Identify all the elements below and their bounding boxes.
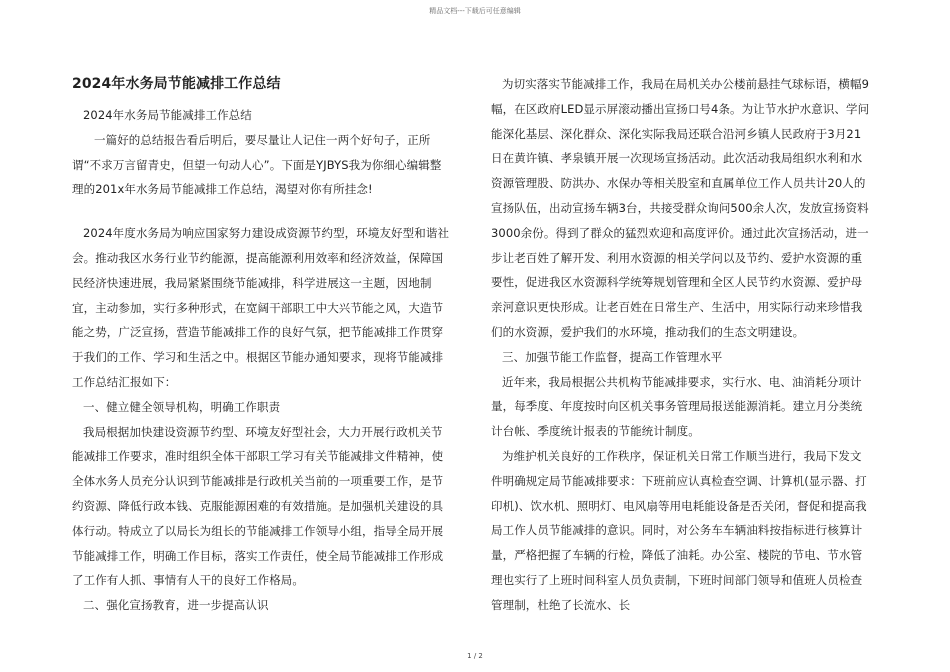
body-paragraph: 为切实落实节能减排工作，我局在局机关办公楼前悬挂气球标语，横幅9幅，在区政府LED显示屏滚动播出宣扬口号4条。为让节水护水意识、学问能深化基层、深化群众、深化实际我局还联合沿河乡镇人民政府于3月21日在黄许镇、孝泉镇开展一次现场宣扬活动。此次活动我局组织水利和水资源管理股、防洪办、水保办等相关股室和直属单位工作人员共计20人的宣扬队伍，出动宣扬车辆3台，共接受群众询问500余人次，发放宣扬资料3000余份。得到了群众的猛烈欢迎和高度评价。通过此次宣扬活动，进一步让老百姓了解开发、利用水资源的相关学问以及节约、爱护水资源的重要性，促进我区水资源科学统筹规划管理和全区人民节约水资源、爱护母亲河意识更快形成。让老百姓在日常生产、生活中，用实际行动来珍惜我们的水资源，爱护我们的水环境，推动我们的生态文明建设。 xyxy=(491,77,870,339)
section-heading-1: 一、健立健全领导机构，明确工作职责 xyxy=(83,399,281,414)
body-paragraph: 我局根据加快建设资源节约型、环境友好型社会，大力开展行政机关节能减排工作要求，准时组织全体干部职工学习有关节能减排文件精神，使全体水务人员充分认识到节能减排是行政机关当前的一项重要工作，是节约资源、降低行政本钱、克服能源困难的有效措施。是加强机关建设的具体行动。特成立了以局长为组长的节能减排工作领导小组，指导全局开展节能减排工作，明确工作目标，落实工作责任，使全局节能减排工作形成了工作有人抓、事情有人干的良好工作格局。 xyxy=(72,424,444,588)
body-paragraph: 为维护机关良好的工作秩序，保证机关日常工作顺当进行，我局下发文件明确规定局节能减排要求：下班前应认真检查空调、计算机(显示器、打印机)、饮水机、照明灯、电风扇等用电耗能设备是否关闭，督促和提高我局工作人员节能减排的意识。同时，对公务车车辆油料按指标进行核算计量，严格把握了车辆的行检，降低了油耗。办公室、楼院的节电、节水管理也实行了上班时间科室人员负责制，下班时间部门领导和值班人员检查管理制，杜绝了长流水、长 xyxy=(491,448,867,612)
right-column xyxy=(491,72,871,618)
page-header: 精品文档---下载后可任意编辑 xyxy=(429,7,521,15)
page-number: 1 / 2 xyxy=(467,652,483,660)
intro-paragraph: 一篇好的总结报告看后明后，要尽量让人记住一两个好句子，正所谓“不求万言留青史，但望一句动人心”。下面是YJBYS我为你细心编辑整理的201x年水务局节能减排工作总结，渴望对你有所挂念! xyxy=(72,132,442,197)
document-subtitle: 2024年水务局节能减排工作总结 xyxy=(83,108,252,122)
body-paragraph: 近年来，我局根据公共机构节能减排要求，实行水、电、油消耗分项计量，每季度、年度按时向区机关事务管理局报送能源消耗。建立月分类统计台帐、季度统计报表的节能统计制度。 xyxy=(491,374,863,439)
left-column xyxy=(72,70,452,618)
section-heading-2: 二、强化宣扬教育，进一步提高认识 xyxy=(83,598,269,613)
body-paragraph: 2024年度水务局为响应国家努力建设成资源节约型，环境友好型和谐社会。推动我区水务行业节约能源，提高能源利用效率和经济效益，保障国民经济快速进展，我局紧紧围绕节能减排，科学进展这一主题，因地制宜，主动参加，实行多种形式，在宽阔干部职工中大兴节能之风，大造节能之势，广泛宣扬，营造节能减排工作的良好气氛，把节能减排工作贯穿于我们的工作、学习和生活之中。根据区节能办通知要求，现将节能减排工作总结汇报如下： xyxy=(72,226,450,389)
section-heading-3: 三、加强节能工作监督，提高工作管理水平 xyxy=(502,349,723,364)
spacer xyxy=(72,202,452,221)
document-title: 2024年水务局节能减排工作总结 xyxy=(72,76,281,92)
